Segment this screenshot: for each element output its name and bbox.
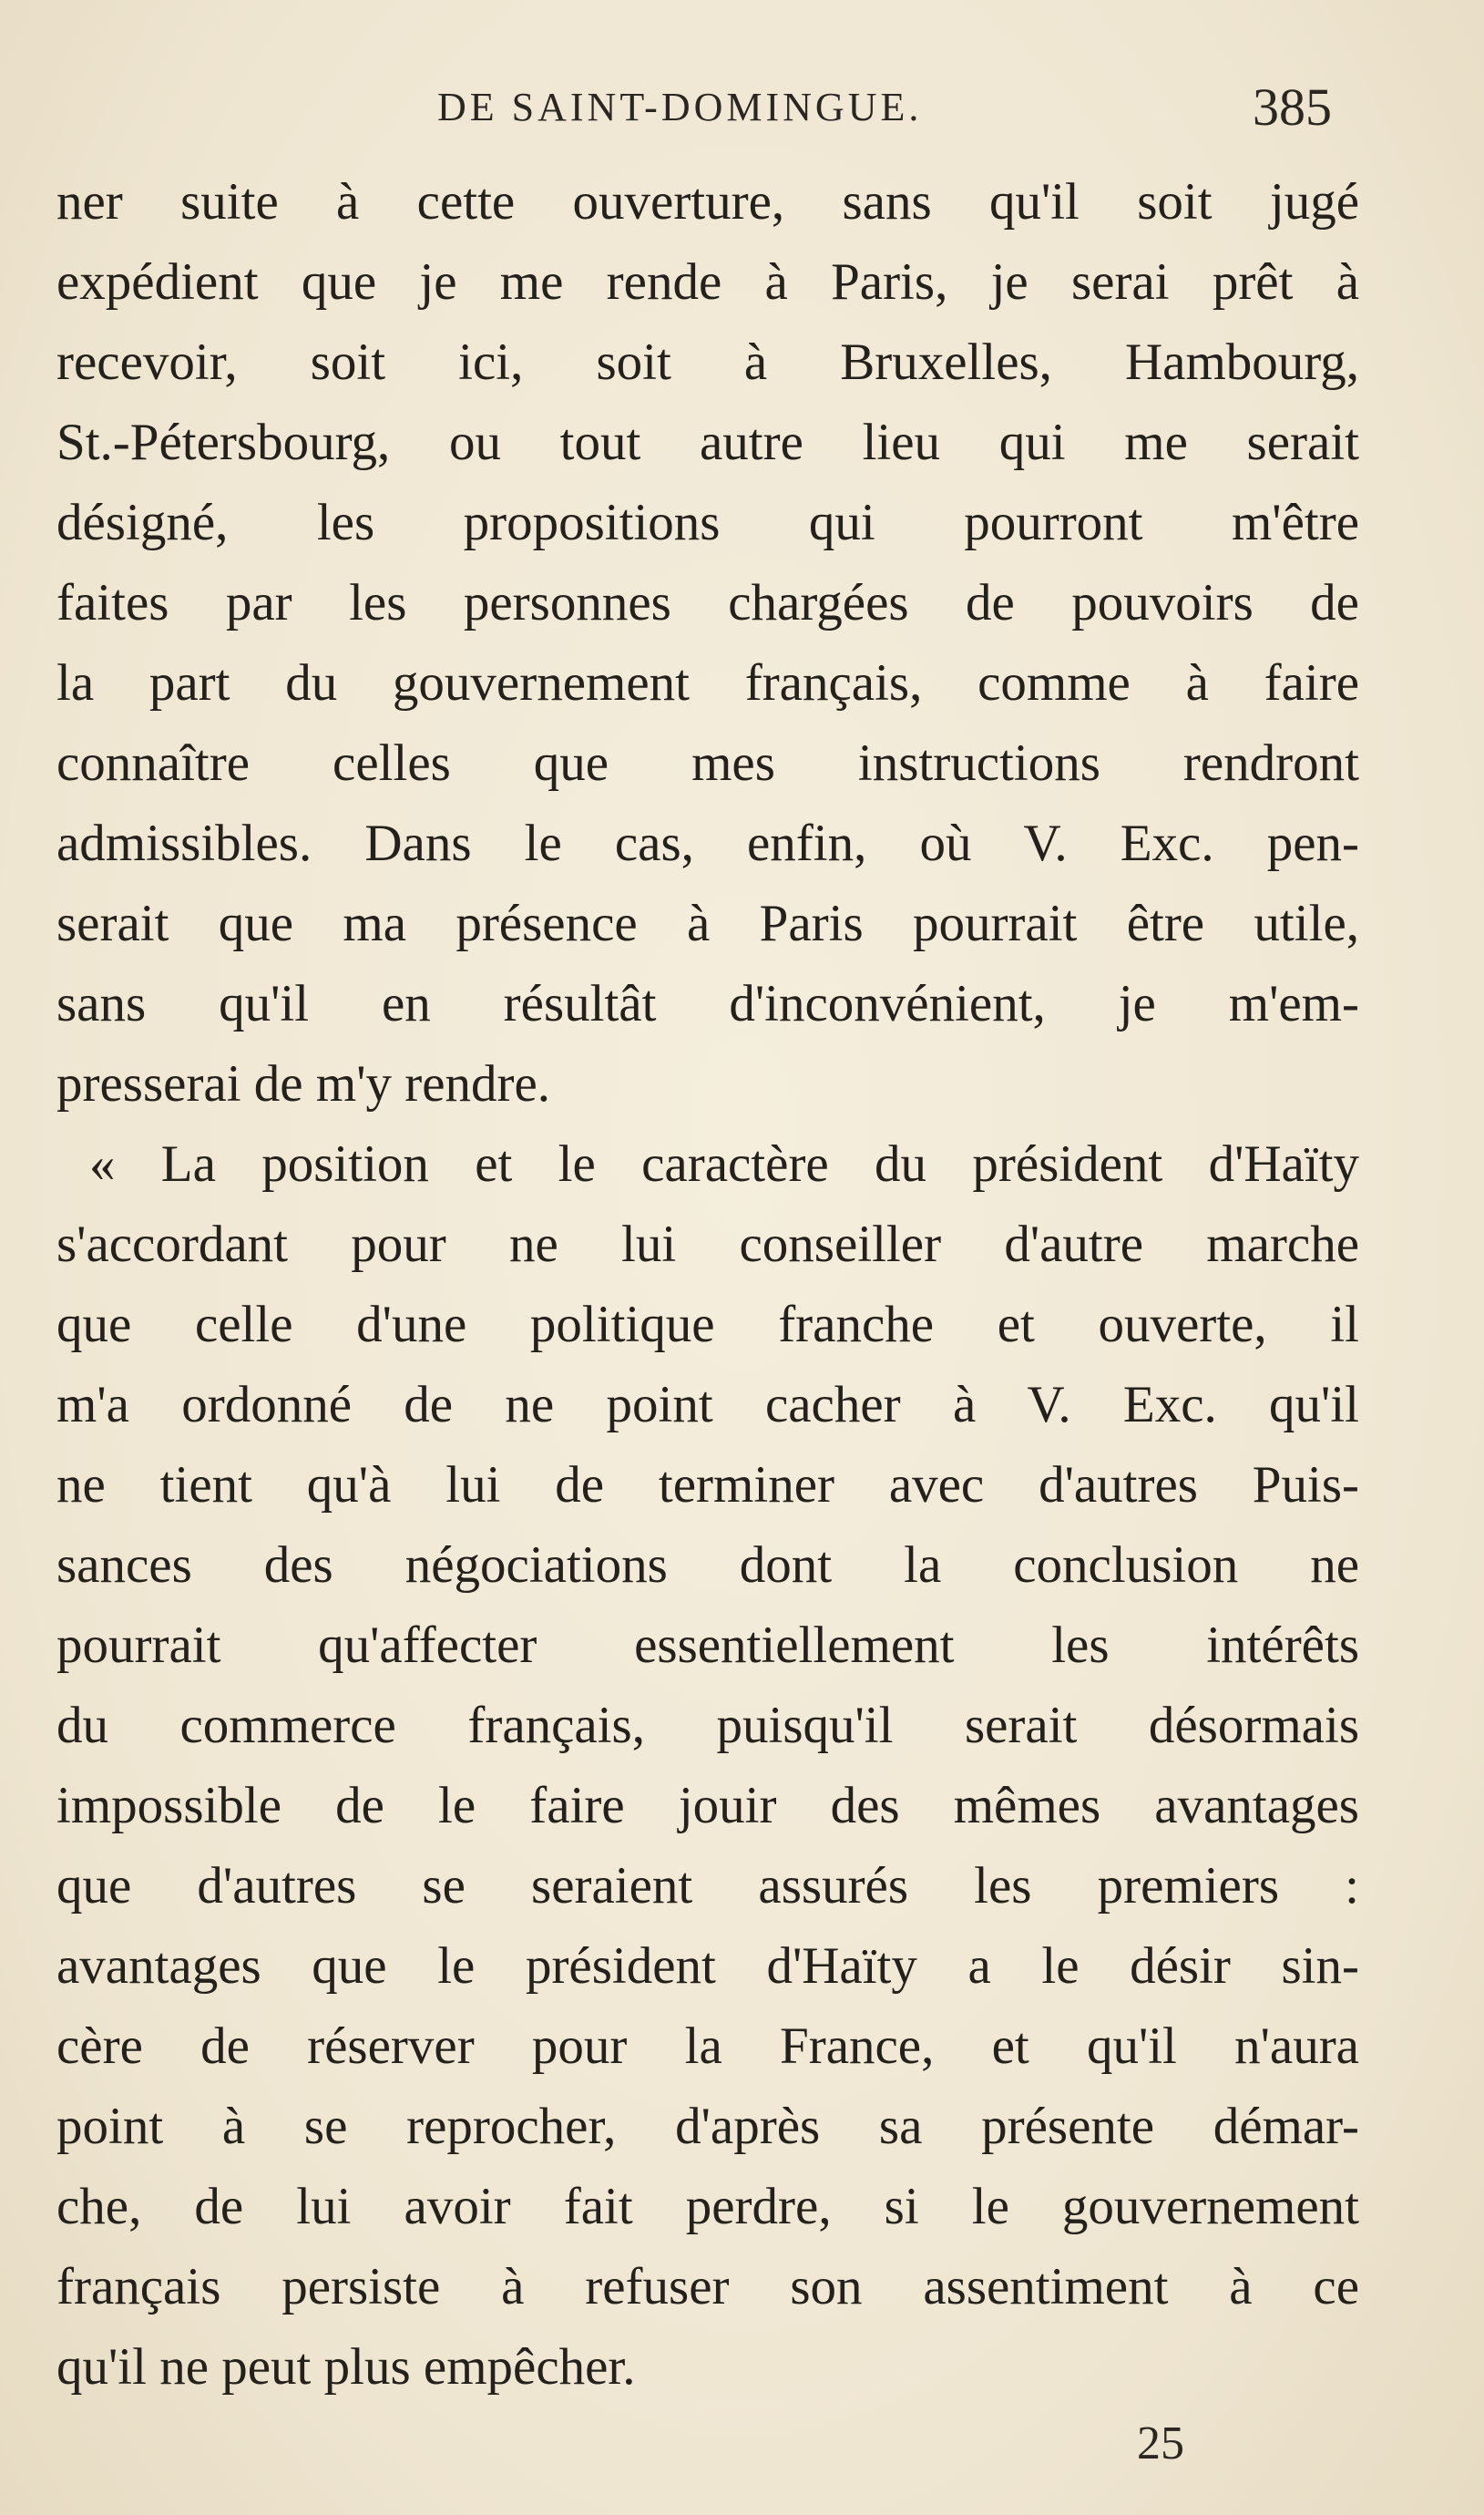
paragraph-start-line: « La position et le caractère du président d'Haïty [89, 1135, 1359, 1193]
running-title: DE SAINT-DOMINGUE. [437, 85, 923, 129]
text-line: serait que ma présence à Paris pourrait être utile, [56, 895, 1359, 952]
text-line: ner suite à cette ouverture, sans qu'il soit jugé [56, 173, 1359, 231]
page-number: 385 [1253, 77, 1332, 137]
text-line: recevoir, soit ici, soit à Bruxelles, Hambourg, [56, 334, 1359, 391]
text-line: désigné, les propositions qui pourront m'être [56, 494, 1359, 551]
text-line: qu'il ne peut plus empêcher. [56, 2338, 636, 2396]
text-line: faites par les personnes chargées de pouvoirs de [56, 574, 1359, 631]
text-line: St.-Pétersbourg, ou tout autre lieu qui me serait [56, 414, 1359, 471]
text-line: pourrait qu'affecter essentiellement les intérêts [56, 1617, 1359, 1674]
text-line: presserai de m'y rendre. [56, 1055, 551, 1113]
text-line: sances des négociations dont la conclusion ne [56, 1536, 1359, 1594]
text-line: la part du gouvernement français, comme à faire [56, 654, 1359, 712]
text-line: che, de lui avoir fait perdre, si le gouvernement [56, 2178, 1359, 2235]
text-line: point à se reprocher, d'après sa présente démar- [56, 2098, 1359, 2155]
text-line: impossible de le faire jouir des mêmes avantages [56, 1777, 1359, 1834]
text-line: sans qu'il en résultât d'inconvénient, je m'em- [56, 975, 1359, 1032]
signature-mark: 25 [1137, 2417, 1184, 2469]
text-line: que d'autres se seraient assurés les premiers : [56, 1857, 1359, 1914]
text-line: s'accordant pour ne lui conseiller d'autre marche [56, 1216, 1359, 1273]
text-line: cère de réserver pour la France, et qu'il n'aura [56, 2017, 1359, 2075]
text-line: que celle d'une politique franche et ouverte, il [56, 1296, 1359, 1353]
text-line: expédient que je me rende à Paris, je serai prêt à [56, 253, 1359, 311]
text-line: m'a ordonné de ne point cacher à V. Exc. qu'il [56, 1376, 1359, 1433]
text-line: français persiste à refuser son assentiment à ce [56, 2258, 1359, 2315]
body-text [56, 162, 1359, 2407]
text-line: ne tient qu'à lui de terminer avec d'autres Puis- [56, 1456, 1359, 1514]
text-line: avantages que le président d'Haïty a le désir sin- [56, 1937, 1359, 1995]
text-line: du commerce français, puisqu'il serait désormais [56, 1697, 1359, 1754]
text-line: connaître celles que mes instructions rendront [56, 734, 1359, 792]
text-line: admissibles. Dans le cas, enfin, où V. Exc. pen- [56, 815, 1359, 872]
